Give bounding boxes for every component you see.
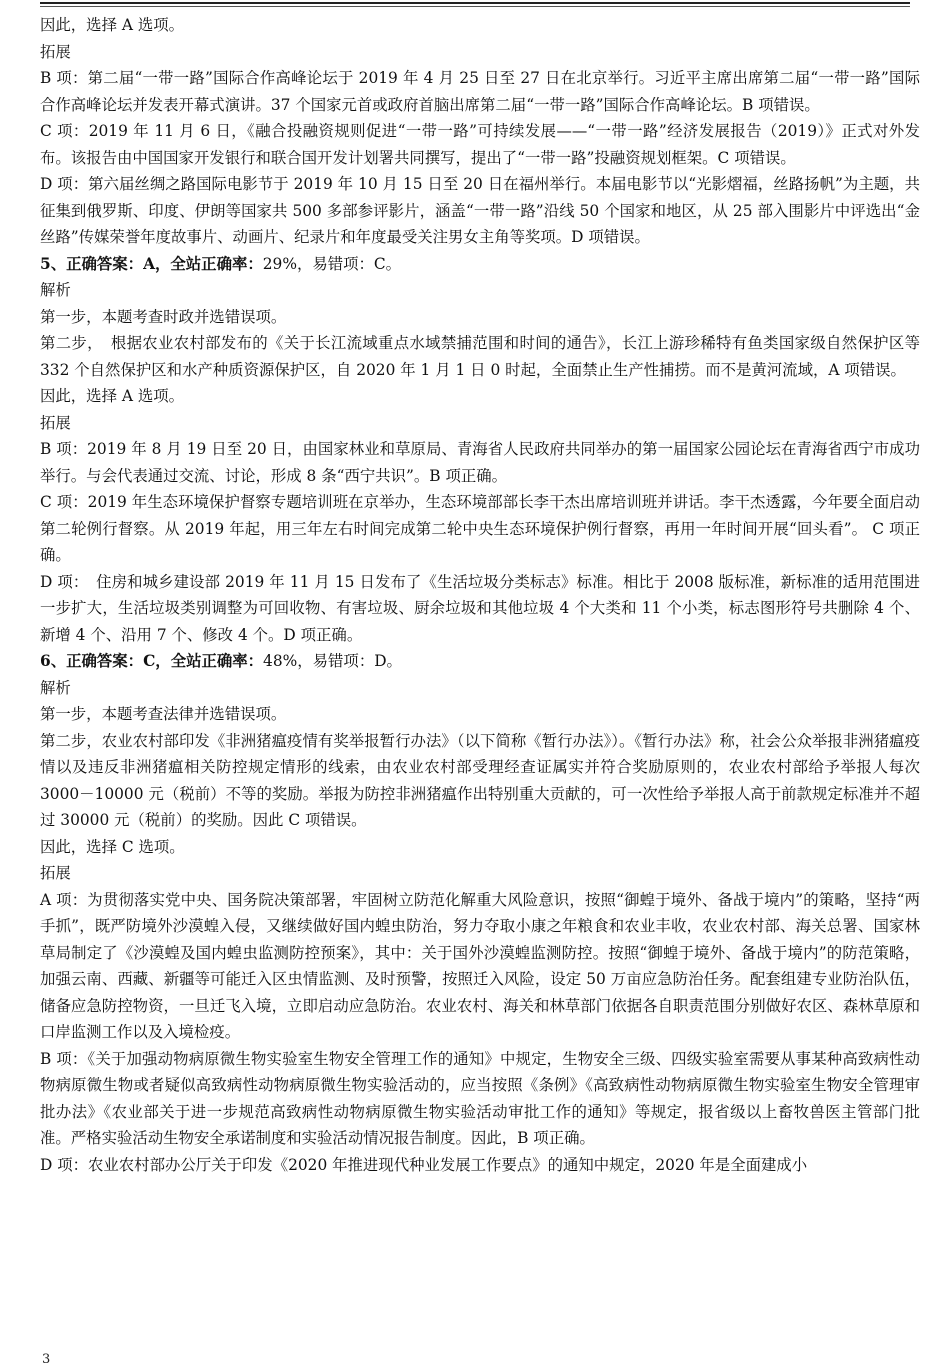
- document-page: [40, 12, 920, 1178]
- header-rule-thin: [40, 6, 910, 7]
- paragraph: D 项：第六届丝绸之路国际电影节于 2019 年 10 月 15 日至 20 日在福州举行。本届电影节以“光影熠福，丝路扬帆”为主题，共征集到俄罗斯、印度、伊朗等国家共 500 多部参评影片，涵盖“一带一路”沿线 50 个国家和地区，从 25 部入围影片中评选出“金丝路”传媒荣誉年度故事片、动画片、纪录片和年度最受关注男女主角等奖项。D 项错误。: [40, 175, 920, 246]
- paragraph: C 项：2019 年生态环境保护督察专题培训班在京举办，生态环境部部长李干杰出席培训班并讲话。李干杰透露，今年要全面启动第二轮例行督察。从 2019 年起，用三年左右时间完成第二轮中央生态环境保护例行督察，再用一年时间开展“回头看”。 C 项正确。: [40, 493, 920, 564]
- paragraph: B 项：《关于加强动物病原微生物实验室生物安全管理工作的通知》中规定，生物安全三级、四级实验室需要从事某种高致病性动物病原微生物或者疑似高致病性动物病原微生物实验活动的，应当按照《条例》《高致病性动物病原微生物实验室生物安全管理审批办法》《农业部关于进一步规范高致病性动物病原微生物实验活动审批工作的通知》等规定，报省级以上畜牧兽医主管部门批准。严格实验活动生物安全承诺制度和实验活动情况报告制度。因此，B 项正确。: [40, 1049, 920, 1147]
- accuracy-label: C，全站正确率：: [143, 652, 264, 670]
- paragraph: C 项：2019 年 11 月 6 日，《融合投融资规则促进“一带一路”可持续发展——“一带一路”经济发展报告（2019）》正式对外发布。该报告由中国国家开发银行和联合国开发计划署共同撰写，提出了“一带一路”投融资规划框架。C 项错误。: [40, 122, 920, 167]
- paragraph: B 项：2019 年 8 月 19 日至 20 日，由国家林业和草原局、青海省人民政府共同举办的第一届国家公园论坛在青海省西宁市成功举行。与会代表通过交流、讨论，形成 8 条“西宁共识”。B 项正确。: [40, 440, 920, 485]
- answer-stats: 29%，易错项：C。: [262, 254, 402, 273]
- paragraph: 因此，选择 A 选项。: [40, 387, 185, 405]
- page-number: 3: [42, 1352, 51, 1367]
- accuracy-label: A，全站正确率：: [143, 254, 263, 273]
- paragraph: 第一步，本题考查时政并选错误项。: [40, 307, 287, 326]
- section-label: 解析: [40, 678, 71, 697]
- answer-stats: 48%，易错项：D。: [263, 652, 402, 670]
- paragraph: 第一步，本题考查法律并选错误项。: [40, 705, 287, 723]
- answer-label: 5、正确答案：: [40, 254, 144, 273]
- paragraph: B 项：第二届“一带一路”国际合作高峰论坛于 2019 年 4 月 25 日至 27 日在北京举行。习近平主席出席第二届“一带一路”国际合作高峰论坛并发表开幕式演讲。37 个国家元首或政府首脑出席第二届“一带一路”国际合作高峰论坛。B 项错误。: [40, 69, 920, 114]
- answer-heading: [40, 648, 920, 675]
- section-label: 拓展: [40, 42, 71, 61]
- paragraph: 因此，选择 A 选项。: [40, 16, 185, 34]
- header-rule: [40, 2, 910, 4]
- paragraph: D 项： 住房和城乡建设部 2019 年 11 月 15 日发布了《生活垃圾分类标志》标准。相比于 2008 版标准，新标准的适用范围进一步扩大，生活垃圾类别调整为可回收物、有害垃圾、厨余垃圾和其他垃圾 4 个大类和 11 个小类，标志图形符号共删除 4 个、新增 4 个、沿用 7 个、修改 4 个。D 项正确。: [40, 572, 920, 644]
- paragraph: D 项：农业农村部办公厅关于印发《2020 年推进现代种业发展工作要点》的通知中规定，2020 年是全面建成小: [40, 1155, 808, 1174]
- paragraph: 第二步，农业农村部印发《非洲猪瘟疫情有奖举报暂行办法》（以下简称《暂行办法》）。《暂行办法》称，社会公众举报非洲猪瘟疫情以及违反非洲猪瘟相关防控规定情形的线索，由农业农村部受理经查证属实并符合奖励原则的，农业农村部给予举报人每次 3000－10000 元（税前）不等的奖励。举报为防控非洲猪瘟作出特别重大贡献的，可一次性给予举报人高于前款规定标准并不超过 30000 元（税前）的奖励。因此 C 项错误。: [40, 731, 920, 829]
- section-label: 解析: [40, 281, 71, 299]
- section-label: 拓展: [40, 413, 71, 432]
- answer-label: 6、正确答案：: [40, 652, 144, 670]
- paragraph: A 项：为贯彻落实党中央、国务院决策部署，牢固树立防范化解重大风险意识，按照“御蝗于境外、备战于境内”的策略，坚持“两手抓”，既严防境外沙漠蝗入侵，又继续做好国内蝗虫防治，努力夺取小康之年粮食和农业丰收，农业农村部、海关总署、国家林草局制定了《沙漠蝗及国内蝗虫监测防控预案》，其中：关于国外沙漠蝗监测防控。按照“御蝗于境外、备战于境内”的防范策略，加强云南、西藏、新疆等可能迁入区虫情监测、及时预警，按照迁入风险，设定 50 万亩应急防治任务。配套组建专业防治队伍，储备应急防控物资，一旦迁飞入境，立即启动应急防治。农业农村、海关和林草部门依据各自职责范围分别做好农区、森林草原和口岸监测工作以及入境检疫。: [40, 890, 920, 1041]
- paragraph: 因此，选择 C 选项。: [40, 837, 185, 856]
- answer-heading: [40, 251, 920, 278]
- paragraph: 第二步， 根据农业农村部发布的《关于长江流域重点水域禁捕范围和时间的通告》，长江上游珍稀特有鱼类国家级自然保护区等 332 个自然保护区和水产种质资源保护区，自 2020 年 1 月 1 日 0 时起，全面禁止生产性捕捞。而不是黄河流域，A 项错误。: [40, 334, 920, 379]
- section-label: 拓展: [40, 864, 71, 882]
